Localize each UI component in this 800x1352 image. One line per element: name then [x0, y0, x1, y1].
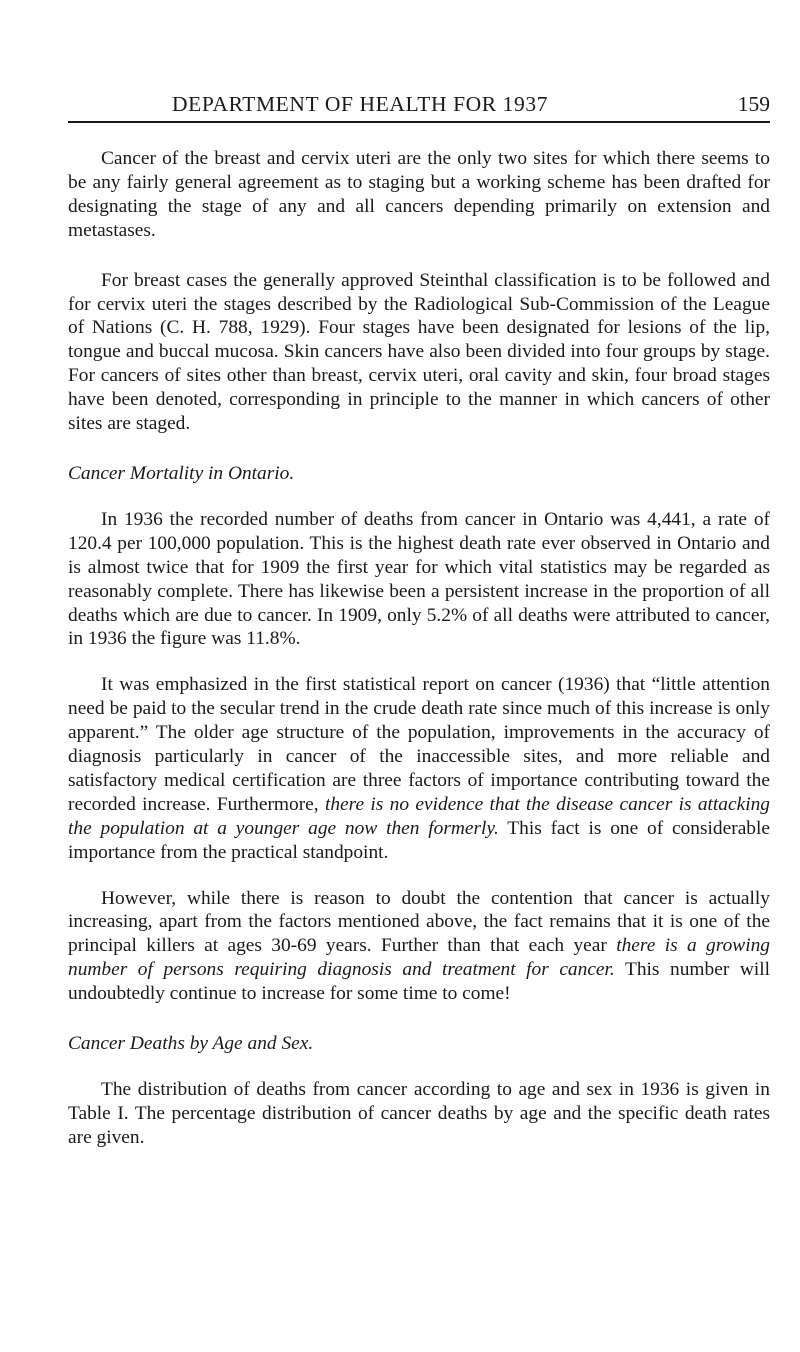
page-number: 159 — [737, 92, 770, 116]
header-rule — [68, 121, 770, 123]
section-heading-age-sex: Cancer Deaths by Age and Sex. — [68, 1033, 314, 1055]
text-run: This number will undoubtedly continue to increase for some time to come! — [68, 959, 770, 1005]
text-run: However, while there is reason to doubt the contention that cancer is actually increasing, apart from the factors mentioned above, the fact remains that it is one of the principal killers at ages 30-69 years. Further than that each year — [68, 887, 770, 957]
text-run: This fact is one of considerable importance from the practical standpoint. — [68, 817, 770, 863]
paragraph-staging-scheme: Cancer of the breast and cervix uteri are the only two sites for which there seems to be any fairly general agreement as to staging but a working scheme has been drafted for designating the stage of any and all cancers depending primarily on extension and metastases. — [68, 148, 770, 241]
section-heading-mortality: Cancer Mortality in Ontario. — [68, 462, 295, 484]
italic-emphasis: there is a growing number of persons requiring diagnosis and treatment for cancer. — [68, 935, 770, 981]
italic-emphasis: there is no evidence that the disease cancer is attacking the population at a younger age now then formerly. — [68, 793, 770, 839]
body-text — [68, 147, 770, 1150]
text-run: It was emphasized in the first statistical report on cancer (1936) that “little attention need be paid to the secular trend in the crude death rate since much of this increase is only apparent.” The older age structure of the population, improvements in the accuracy of diagnosis particularly in cancer of the inaccessible sites, and more reliable and satisfactory medical certification are three factors of importance contributing toward the recorded increase. Furthermore, — [68, 674, 770, 815]
paragraph-distribution: The distribution of deaths from cancer according to age and sex in 1936 is given in Table I. The percentage distribution of cancer deaths by age and the specific death rates are given. — [68, 1079, 770, 1148]
paragraph-secular-trend — [68, 673, 770, 864]
paragraph-classifications: For breast cases the generally approved Steinthal classification is to be followed and for cervix uteri the stages described by the Radiological Sub-Commission of the League of Nations (C. H. 788, 1929). Four stages have been designated for lesions of the lip, tongue and buccal mucosa. Skin cancers have also been divided into four groups by stage. For cancers of sites other than breast, cervix uteri, oral cavity and skin, four broad stages have been denoted, corresponding in principle to the manner in which cancers of other sites are staged. — [68, 269, 770, 435]
paragraph-principal-killers — [68, 887, 770, 1007]
paragraph-death-statistics: In 1936 the recorded number of deaths from cancer in Ontario was 4,441, a rate of 120.4 per 100,000 population. This is the highest death rate ever observed in Ontario and is almost twice that for 1909 the first year for which vital statistics may be regarded as reasonably complete. There has likewise been a persistent increase in the proportion of all deaths which are due to cancer. In 1909, only 5.2% of all deaths were attributed to cancer, in 1936 the figure was 11.8%. — [68, 508, 770, 650]
running-header — [68, 92, 770, 124]
header-title: DEPARTMENT OF HEALTH FOR 1937 — [172, 92, 549, 116]
